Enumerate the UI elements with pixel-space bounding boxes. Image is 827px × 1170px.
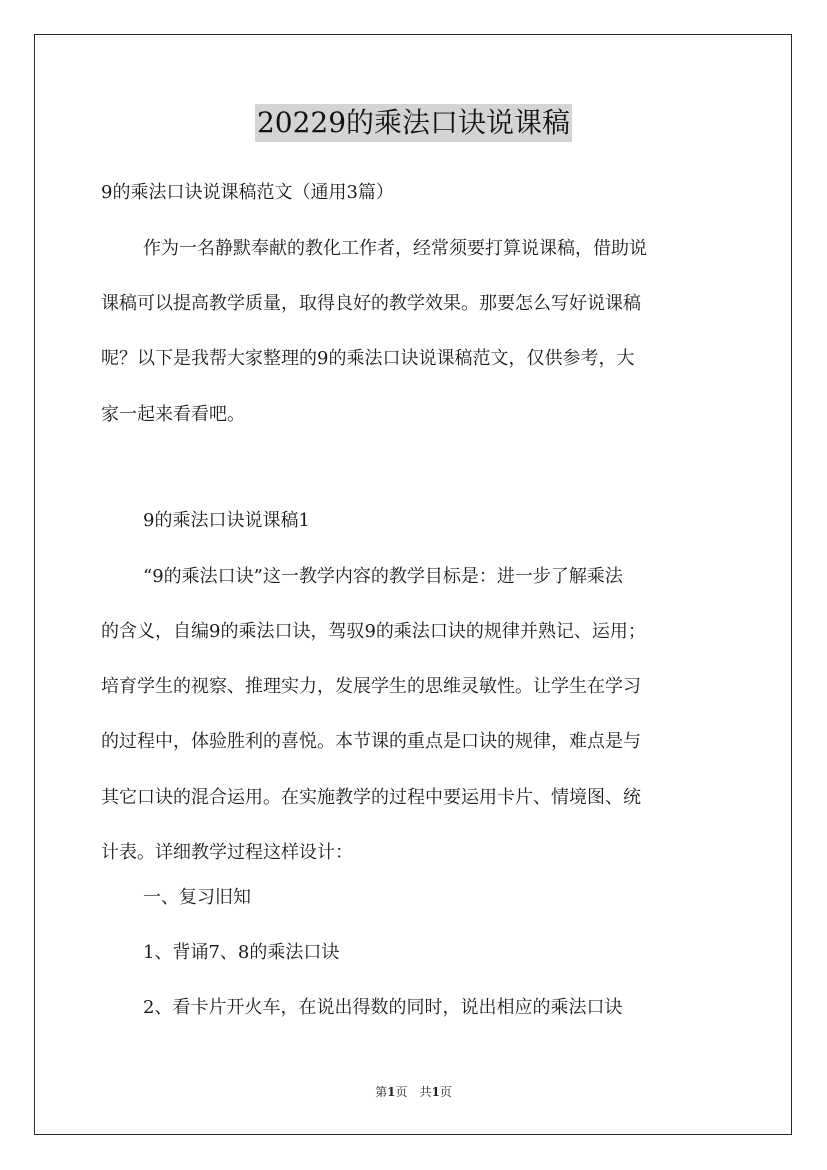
document-title: 20229的乘法口诀说课稿 (255, 104, 572, 142)
body-line-5: 其它口诀的混合运用。在实施教学的过程中要运用卡片、情境图、统 (101, 787, 641, 808)
footer-total-pages: 1 (431, 1085, 440, 1099)
body-line-4: 的过程中，体验胜利的喜悦。本节课的重点是口诀的规律，难点是与 (101, 731, 641, 752)
body-line-3: 培育学生的视察、推理实力，发展学生的思维灵敏性。让学生在学习 (101, 676, 641, 697)
body-line-1: “9的乘法口诀”这一教学内容的教学目标是：进一步了解乘法 (143, 566, 623, 587)
step-item-1: 1、背诵7、8的乘法口诀 (143, 942, 340, 963)
intro-line-1: 作为一名静默奉献的教化工作者，经常须要打算说课稿，借助说 (143, 238, 647, 259)
footer-middle: 页 共 (395, 1085, 432, 1099)
body-line-2: 的含义，自编9的乘法口诀，驾驭9的乘法口诀的规律并熟记、运用； (101, 621, 646, 642)
footer-suffix: 页 (439, 1085, 452, 1099)
title-container (0, 104, 827, 142)
intro-line-4: 家一起来看看吧。 (101, 404, 245, 425)
intro-line-3: 呢？以下是我帮大家整理的9的乘法口诀说课稿范文，仅供参考，大 (101, 348, 635, 369)
step-item-2: 2、看卡片开火车，在说出得数的同时，说出相应的乘法口诀 (143, 997, 623, 1018)
step-heading: 一、复习旧知 (143, 887, 251, 908)
section-heading: 9的乘法口诀说课稿1 (143, 510, 310, 531)
page-footer (0, 1084, 827, 1100)
document-subtitle: 9的乘法口诀说课稿范文（通用3篇） (101, 182, 394, 203)
intro-line-2: 课稿可以提高教学质量，取得良好的教学效果。那要怎么写好说课稿 (101, 293, 641, 314)
body-line-6: 计表。详细教学过程这样设计： (101, 842, 353, 863)
footer-current-page: 1 (387, 1085, 396, 1099)
footer-prefix: 第 (375, 1085, 388, 1099)
